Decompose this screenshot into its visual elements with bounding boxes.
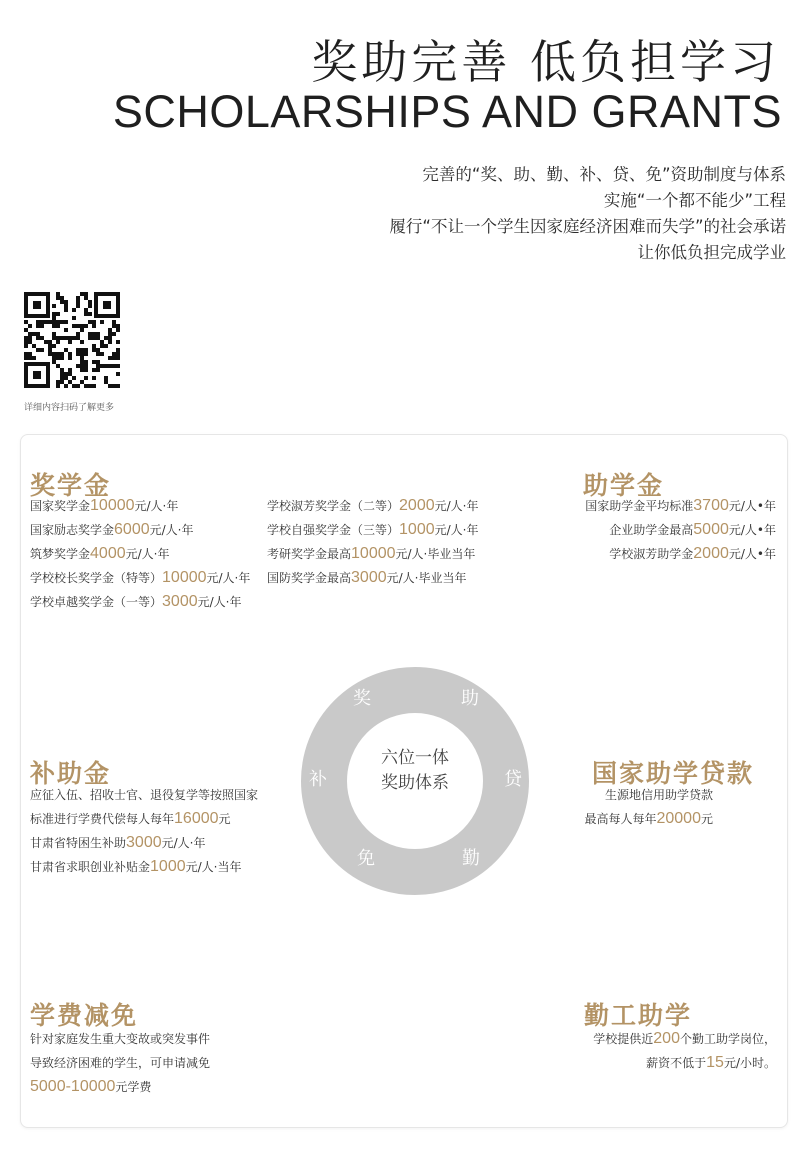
- aid-line: [30, 593, 241, 611]
- line-text: 学校淑芳助学金: [609, 547, 694, 561]
- line-text: 元/人·年: [149, 523, 194, 537]
- amount-value: 5000-10000: [30, 1078, 116, 1095]
- line-text: 甘肃省求职创业补贴金: [30, 860, 151, 874]
- aid-line: [609, 545, 776, 563]
- amount-value: 1000: [150, 858, 186, 875]
- aid-line: [267, 545, 475, 563]
- line-text: 最高每人每年: [584, 812, 657, 826]
- amount-value: 15: [706, 1054, 724, 1071]
- ring-label-loan: 贷: [504, 769, 522, 790]
- ring-label-grant: 助: [461, 688, 479, 709]
- workstudy-title: 勤工助学: [583, 1001, 692, 1030]
- line-text: 元: [700, 812, 713, 826]
- line-text: 企业助学金最高: [609, 523, 694, 537]
- line-text: 元/人·年: [161, 836, 206, 850]
- subsidy-title: 补助金: [30, 759, 112, 788]
- line-text: 元/人·当年: [185, 860, 242, 874]
- line-text: 元/小时。: [723, 1056, 776, 1070]
- intro-text: [389, 162, 786, 266]
- aid-line: [30, 858, 241, 876]
- intro-line: 实施“一个都不能少”工程: [603, 191, 786, 210]
- line-text: 元/人•年: [728, 523, 776, 537]
- scholarship-title: 奖学金: [30, 471, 112, 500]
- line-text: 学校自强奖学金（三等）: [267, 523, 400, 537]
- line-text: 学校卓越奖学金（一等）: [30, 595, 163, 609]
- amount-value: 10000: [162, 569, 207, 586]
- line-text: 个勤工助学岗位，: [679, 1032, 776, 1046]
- aid-line: [593, 1030, 776, 1048]
- aid-line: [30, 834, 205, 852]
- amount-value: 3000: [351, 569, 387, 586]
- amount-value: 16000: [174, 810, 219, 827]
- line-text: 国防奖学金最高: [267, 571, 352, 585]
- line-text: 元/人•年: [728, 547, 776, 561]
- intro-line: 履行“不让一个学生因家庭经济困难而失学”的社会承诺: [389, 217, 786, 236]
- line-text: 学校校长奖学金（特等）: [30, 571, 163, 585]
- amount-value: 6000: [114, 521, 150, 538]
- line-text: 标准进行学费代偿每人每年: [30, 812, 175, 826]
- amount-value: 3000: [126, 834, 162, 851]
- aid-line: [646, 1054, 776, 1072]
- line-text: 甘肃省特困生补助: [30, 836, 127, 850]
- line-text: 学校提供近: [593, 1032, 654, 1046]
- line-text: 考研奖学金最高: [267, 547, 352, 561]
- ring-center-line: 六位一体: [381, 748, 449, 768]
- line-text: 薪资不低于: [646, 1056, 707, 1070]
- aid-line: [30, 545, 169, 563]
- aid-line: [609, 521, 776, 539]
- line-text: 国家励志奖学金: [30, 523, 115, 537]
- amount-value: 10000: [90, 497, 135, 514]
- line-text: 元: [218, 812, 231, 826]
- ring-center-text: [365, 746, 465, 796]
- line-text: 元/人·年: [134, 499, 179, 513]
- grant-title: 助学金: [582, 471, 664, 500]
- line-text: 针对家庭发生重大变故或突发事件: [30, 1032, 211, 1046]
- aid-line: [30, 1054, 210, 1072]
- amount-value: 200: [653, 1030, 680, 1047]
- aid-line: [30, 569, 250, 587]
- line-text: 元/人·年: [125, 547, 170, 561]
- line-text: 元/人·毕业当年: [386, 571, 467, 585]
- amount-value: 5000: [693, 521, 729, 538]
- ring-label-workstudy: 勤: [462, 848, 480, 869]
- line-text: 元/人·年: [434, 523, 479, 537]
- page-title: 奖助完善 低负担学习: [311, 35, 780, 89]
- amount-value: 20000: [656, 810, 701, 827]
- aid-line: [30, 1078, 151, 1096]
- aid-line: [30, 810, 231, 828]
- aid-line: [267, 569, 466, 587]
- aid-line: [267, 497, 478, 515]
- line-text: 元学费: [115, 1080, 152, 1094]
- aid-line: [30, 1030, 210, 1048]
- ring-center-line: 奖助体系: [381, 773, 449, 793]
- loan-title: 国家助学贷款: [591, 759, 754, 788]
- line-text: 应征入伍、招收士官、退役复学等按照国家: [30, 788, 259, 802]
- amount-value: 3700: [693, 497, 729, 514]
- ring-label-subsidy: 补: [309, 769, 327, 790]
- ring-label-waiver: 免: [357, 848, 375, 869]
- amount-value: 1000: [399, 521, 435, 538]
- waiver-title: 学费减免: [30, 1001, 139, 1030]
- intro-line: 完善的“奖、助、勤、补、贷、免”资助制度与体系: [422, 165, 786, 184]
- line-text: 元/人·年: [197, 595, 242, 609]
- intro-line: 让你低负担完成学业: [637, 243, 786, 262]
- line-text: 学校淑芳奖学金（二等）: [267, 499, 400, 513]
- line-text: 元/人•年: [728, 499, 776, 513]
- line-text: 国家助学金平均标准: [585, 499, 694, 513]
- line-text: 导致经济困难的学生，可申请减免: [30, 1056, 211, 1070]
- amount-value: 2000: [399, 497, 435, 514]
- line-text: 元/人·年: [206, 571, 251, 585]
- aid-line: [30, 521, 193, 539]
- aid-line: [267, 521, 478, 539]
- qr-code[interactable]: [24, 292, 120, 388]
- line-text: 筑梦奖学金: [30, 547, 91, 561]
- amount-value: 3000: [162, 593, 198, 610]
- aid-line: [30, 497, 178, 515]
- ring-label-scholarship: 奖: [353, 688, 371, 709]
- aid-line: [585, 497, 776, 515]
- line-text: 元/人·年: [434, 499, 479, 513]
- aid-line: [30, 786, 258, 804]
- line-text: 生源地信用助学贷款: [604, 788, 713, 802]
- amount-value: 4000: [90, 545, 126, 562]
- qr-caption: 详细内容扫码了解更多: [24, 403, 115, 413]
- line-text: 元/人·毕业当年: [395, 547, 476, 561]
- line-text: 国家奖学金: [30, 499, 91, 513]
- amount-value: 2000: [693, 545, 729, 562]
- aid-line: [605, 786, 713, 804]
- page-subtitle-en: SCHOLARSHIPS AND GRANTS: [112, 86, 782, 137]
- aid-line: [584, 810, 713, 828]
- amount-value: 10000: [351, 545, 396, 562]
